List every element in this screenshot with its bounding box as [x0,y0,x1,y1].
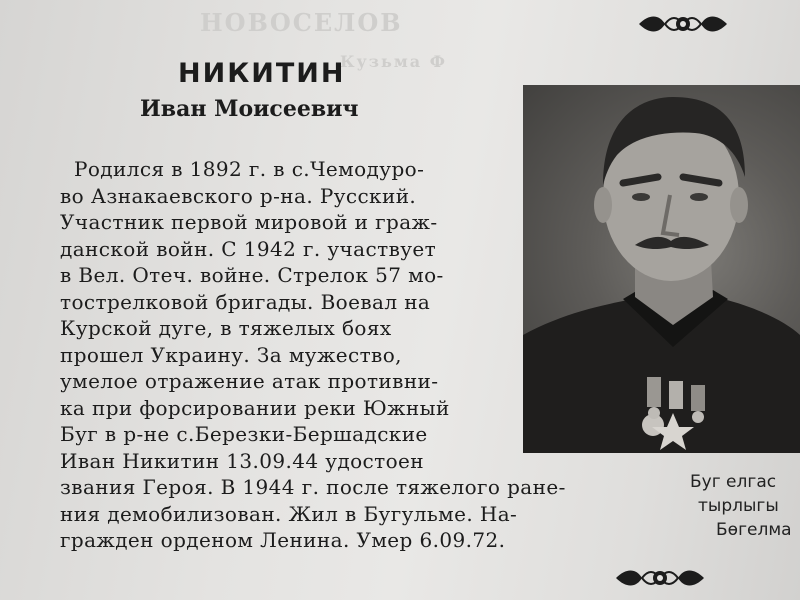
bio-line: во Азнакаевского р-на. Русский. [60,183,417,208]
bleed-through-heading: НОВОСЕЛОВ [200,8,403,37]
bio-line: в Вел. Отеч. войне. Стрелок 57 мо- [60,263,444,287]
bio-line: Родился в 1892 г. в с.Чемодуро- [74,157,425,181]
bio-line: ния демобилизован. Жил в Бугульме. На- [60,501,518,526]
bio-line: звания Героя. В 1944 г. после тяжелого ране- [60,475,566,499]
bio-line: прошел Украину. За мужество, [60,342,402,367]
bio-line: Иван Никитин 13.09.44 удостоен [60,448,425,473]
surname-heading: НИКИТИН [178,58,346,89]
bio-line: тострелковой бригады. Воевал на [60,289,431,314]
ornament-top-icon [635,12,731,36]
bio-line: данской войн. С 1942 г. участвует [60,236,437,261]
biography-text [60,156,566,554]
ornament-bottom-icon [612,566,708,590]
bio-line: Курской дуге, в тяжелых боях [60,316,392,340]
bio-line: Участник первой мировой и граж- [60,210,438,234]
bio-line: ка при форсировании реки Южный [60,395,450,420]
caption-line: тырлыгы [698,496,779,516]
bio-line: гражден орденом Ленина. Умер 6.09.72. [60,528,506,552]
given-names-heading: Иван Моисеевич [140,96,359,122]
bio-line: Буг в р-не с.Березки-Бершадские [60,422,428,446]
caption-line: Буг елгас [690,472,777,492]
portrait-photo [523,85,800,453]
portrait-figure [523,85,800,453]
bleed-through-subheading: Кузьма Ф [340,52,447,71]
caption-line: Бөгелма [716,520,792,540]
bio-line: умелое отражение атак противни- [60,369,439,393]
photo-caption [690,470,792,542]
